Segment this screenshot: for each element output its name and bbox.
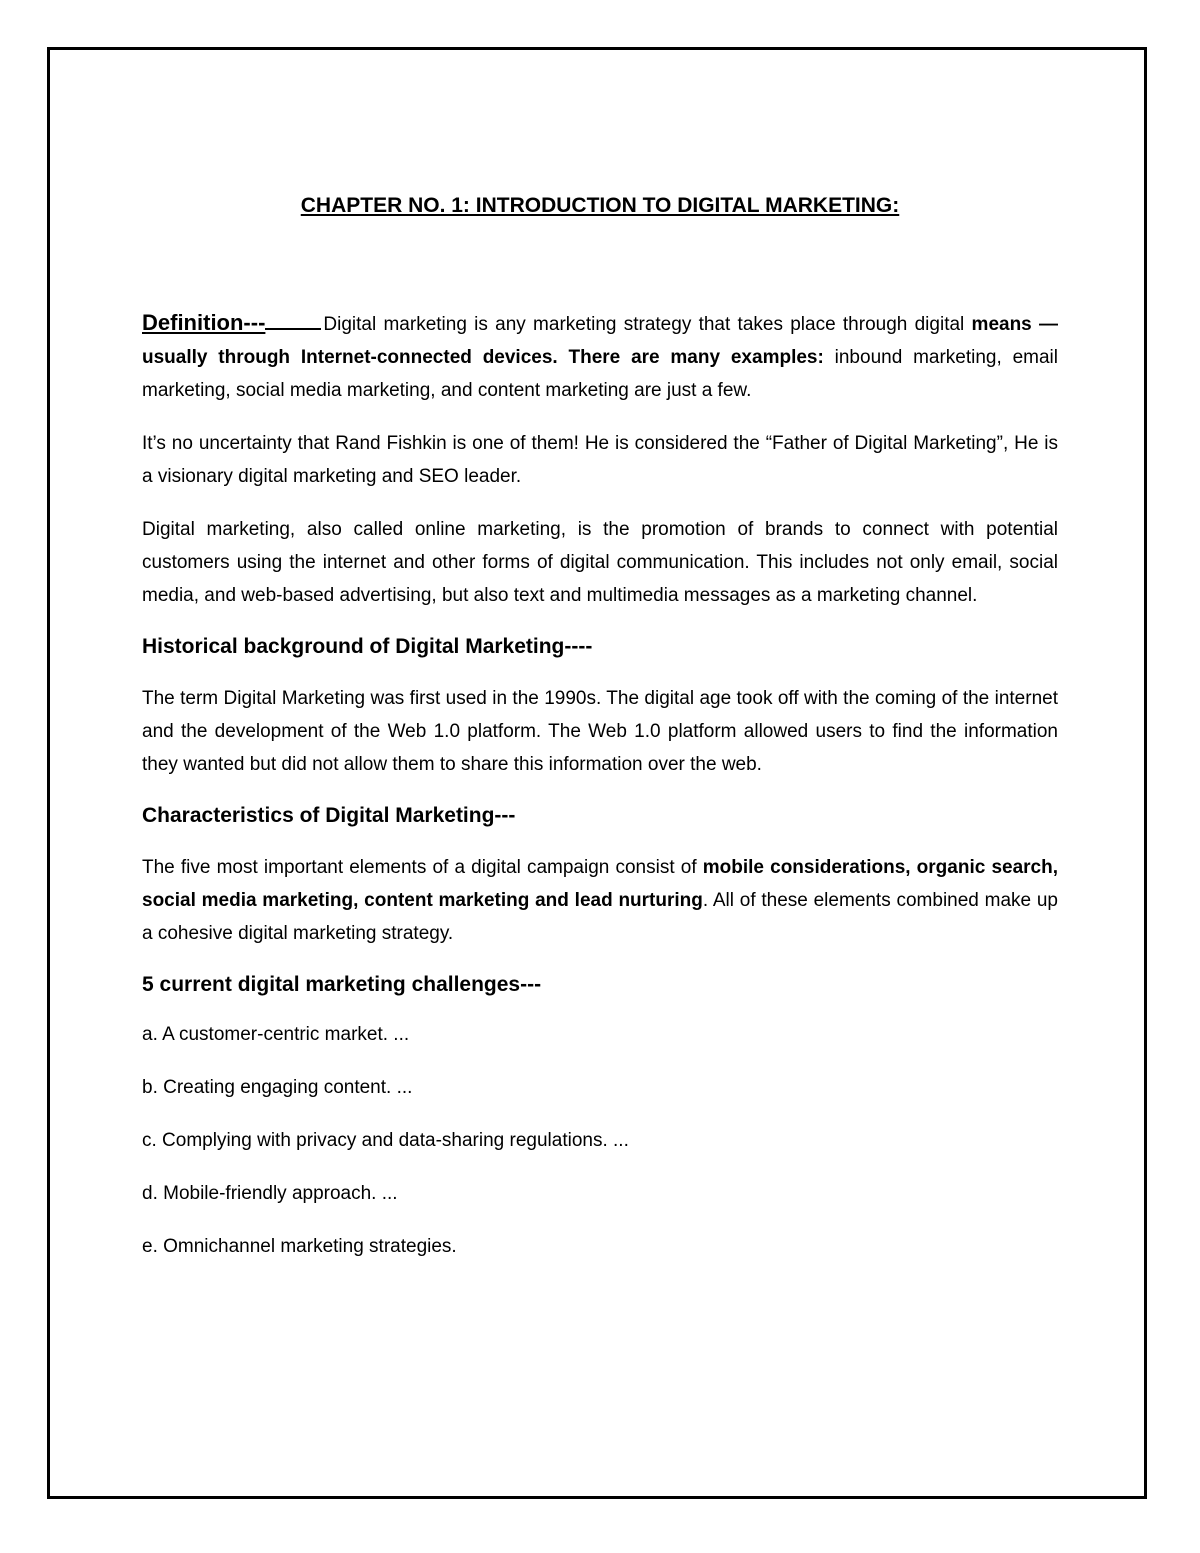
definition-text-bold: means — usually through Internet-connected devices. There are many examples: bbox=[142, 314, 1059, 368]
characteristics-text-start: The five most important elements of a digital campaign consist of bbox=[142, 857, 703, 878]
online-marketing-paragraph: Digital marketing, also called online marketing, is the promotion of brands to connect with potential customers using the internet and other forms of digital communication. This includes not only email, social media, and web-based advertising, but also text and multimedia messages as a marketing channel. bbox=[142, 519, 1058, 606]
characteristics-heading: Characteristics of Digital Marketing--- bbox=[142, 804, 516, 827]
definition-paragraph bbox=[142, 306, 1058, 407]
definition-underline bbox=[265, 308, 321, 330]
list-item: a. A customer-centric market. ... bbox=[142, 1024, 410, 1045]
list-item: c. Complying with privacy and data-sharing regulations. ... bbox=[142, 1130, 629, 1151]
characteristics-paragraph bbox=[142, 851, 1058, 950]
definition-text: Digital marketing is any marketing strategy that takes place through digital bbox=[323, 314, 965, 335]
list-item: b. Creating engaging content. ... bbox=[142, 1077, 413, 1098]
fishkin-paragraph: It’s no uncertainty that Rand Fishkin is one of them! He is considered the “Father of Digital Marketing”, He is a visionary digital marketing and SEO leader. bbox=[142, 433, 1058, 487]
list-item: d. Mobile-friendly approach. ... bbox=[142, 1183, 398, 1204]
historical-heading: Historical background of Digital Marketing---- bbox=[142, 635, 593, 658]
challenges-heading: 5 current digital marketing challenges--- bbox=[142, 973, 542, 996]
characteristics-text-bold: mobile considerations, organic search, social media marketing, content marketing and lead nurturing bbox=[142, 857, 1058, 911]
chapter-title: CHAPTER NO. 1: INTRODUCTION TO DIGITAL MARKETING: bbox=[300, 194, 900, 217]
list-item: e. Omnichannel marketing strategies. bbox=[142, 1236, 457, 1257]
historical-paragraph: The term Digital Marketing was first used in the 1990s. The digital age took off with the coming of the internet and the development of the Web 1.0 platform. The Web 1.0 platform allowed users to find the information they wanted but did not allow them to share this information over the web. bbox=[142, 688, 1058, 775]
definition-label: Definition--- bbox=[142, 310, 266, 335]
document-body bbox=[142, 194, 1058, 1285]
characteristics-text-end: . All of these elements combined make up a cohesive digital marketing strategy. bbox=[142, 890, 1058, 944]
definition-text-end: inbound marketing, email marketing, social media marketing, and content marketing are just a few. bbox=[142, 347, 1059, 401]
